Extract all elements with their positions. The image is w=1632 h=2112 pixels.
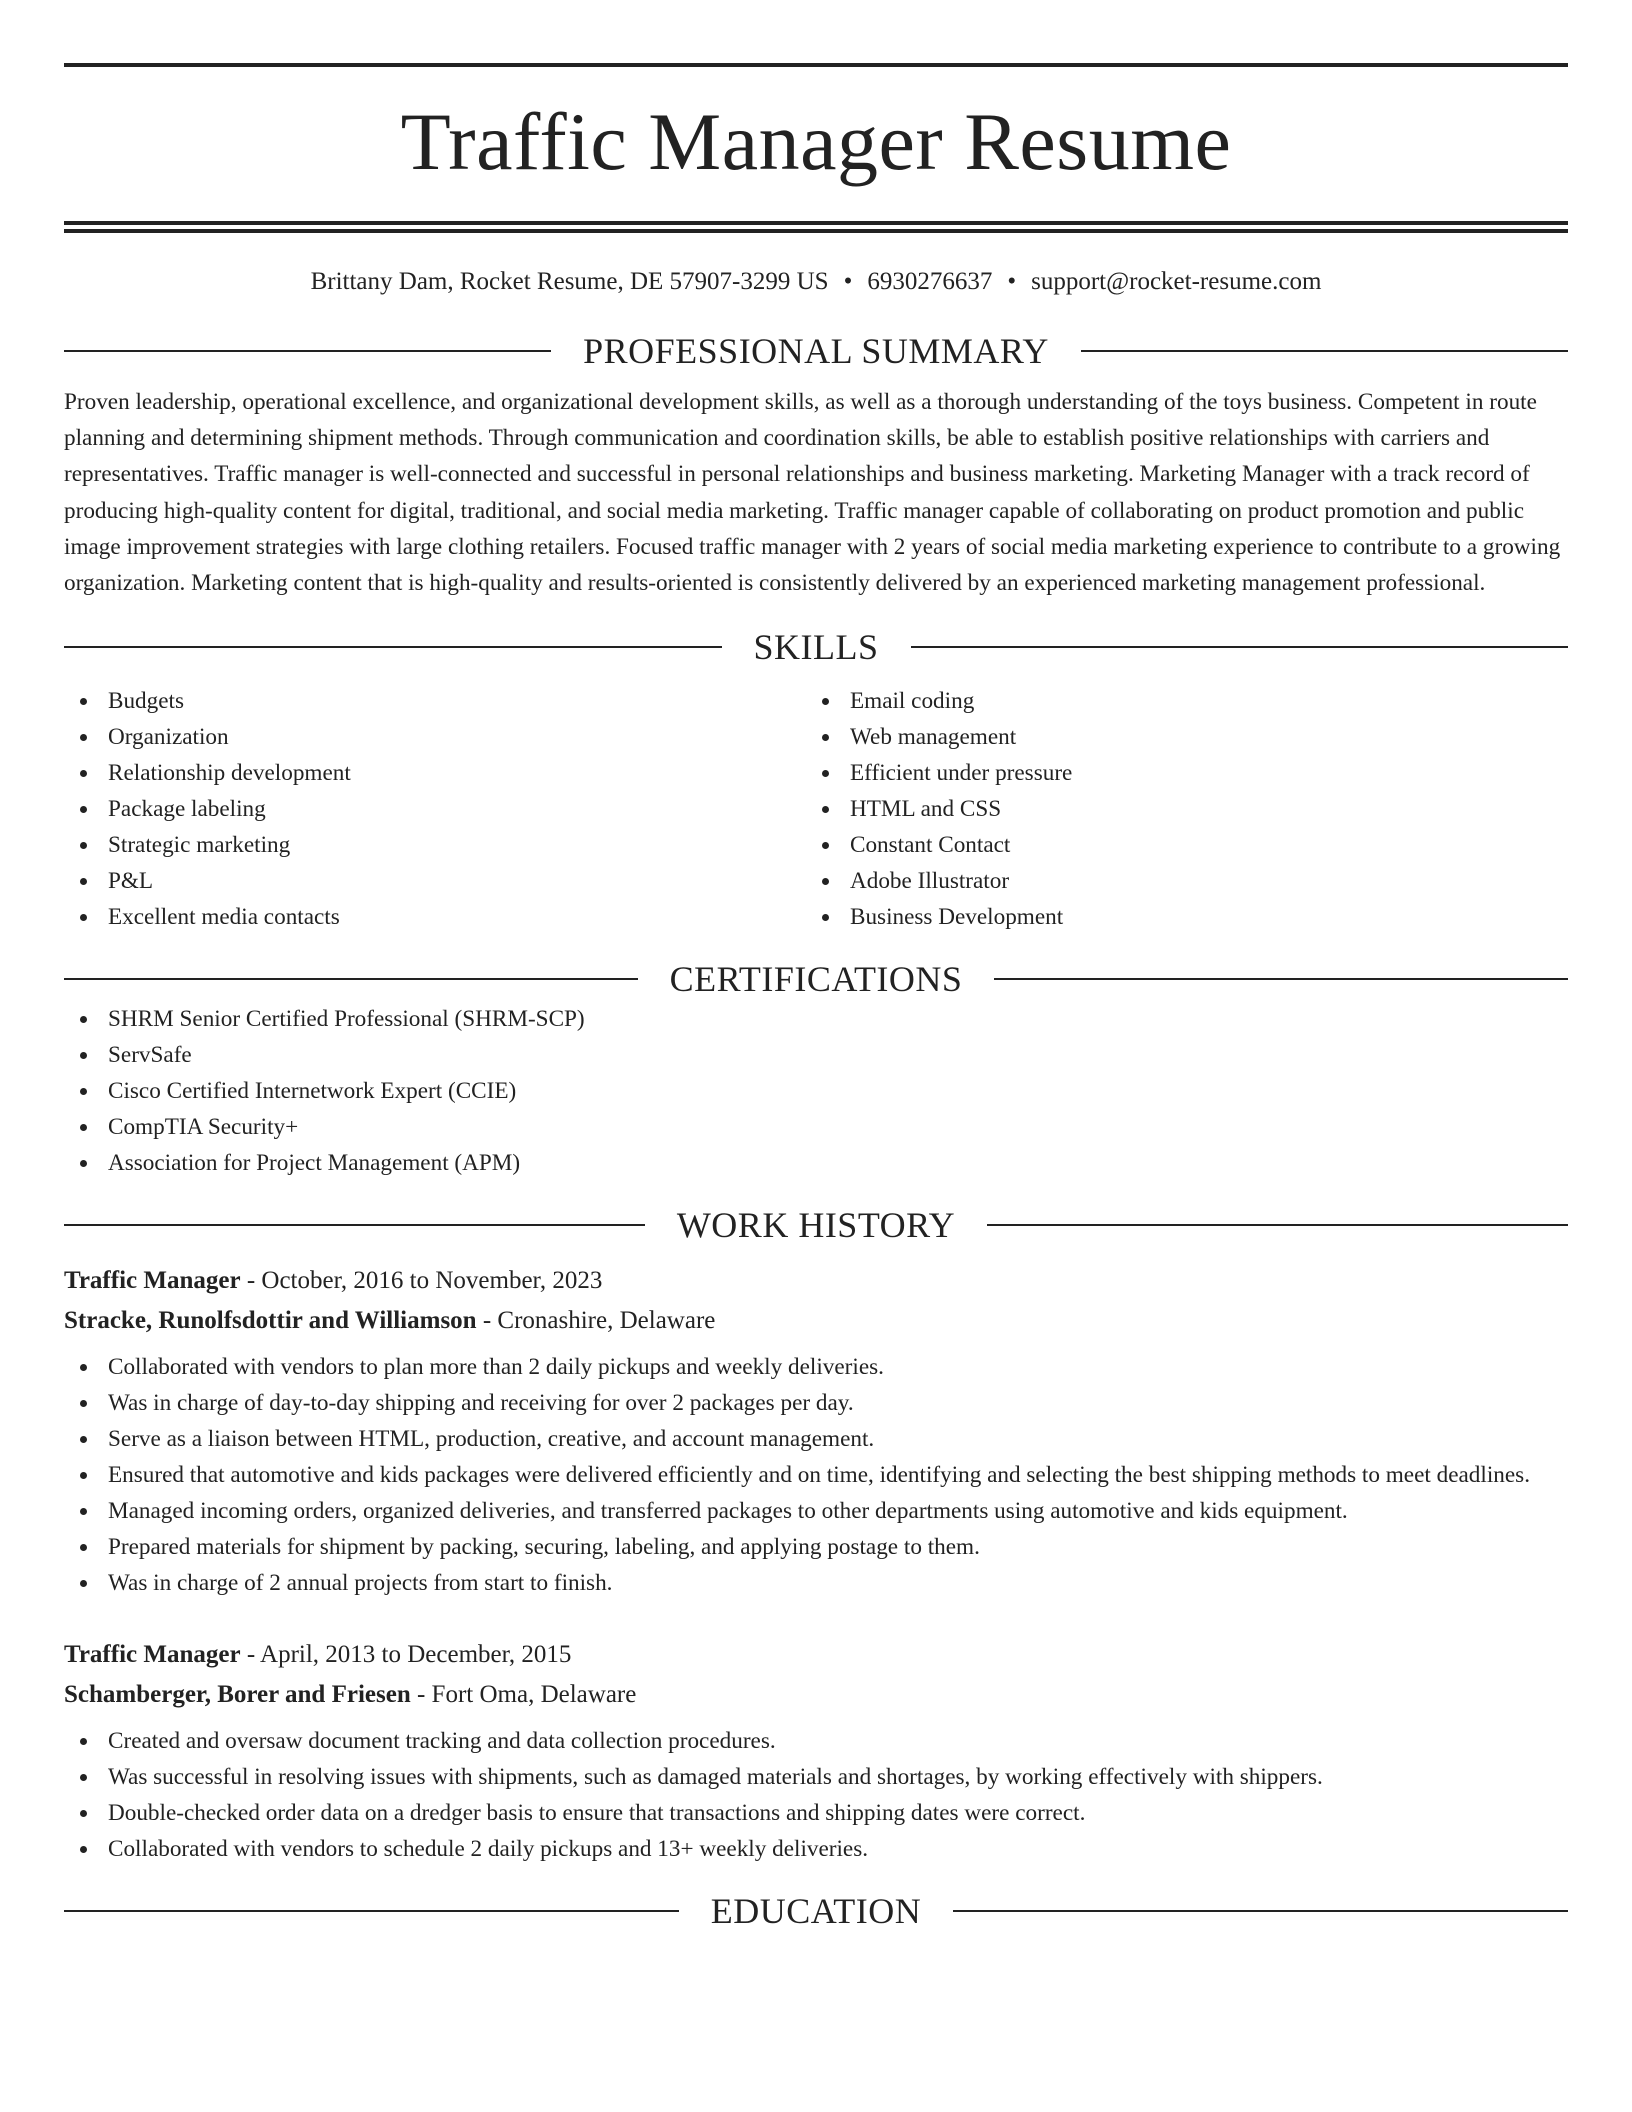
summary-text: Proven leadership, operational excellence, and organizational development skills, as well as a thorough understanding of the toys business. Competent in route planning and determining shipment methods. Through communication and coordination skills, be able to establish positive relationships with carriers and representatives. Traffic manager is well-connected and successful in personal relationships and business marketing. Marketing Manager with a track record of producing high-quality content for digital, traditional, and social media marketing. Traffic manager capable of collaborating on product promotion and public image improvement strategies with large clothing retailers. Focused traffic manager with 2 years of social media marketing experience to contribute to a growing organization. Marketing content that is high-quality and results-oriented is consistently delivered by an experienced marketing management professional. xyxy=(64,389,1561,597)
section-title: EDUCATION xyxy=(710,1891,922,1932)
job-dates: - April, 2013 to December, 2015 xyxy=(240,1641,572,1669)
contact-phone: 6930276637 xyxy=(867,268,993,295)
job-bullet: Double-checked order data on a dredger basis to ensure that transactions and shipping dates were correct. xyxy=(64,1795,1568,1831)
job-company: Schamberger, Borer and Friesen xyxy=(64,1681,411,1709)
certification-item: SHRM Senior Certified Professional (SHRM-SCP) xyxy=(64,1001,1568,1037)
job-location: - Fort Oma, Delaware xyxy=(410,1681,637,1709)
skill-item: Relationship development xyxy=(64,755,806,791)
job-title: Traffic Manager xyxy=(64,1267,241,1295)
skill-item: Email coding xyxy=(806,683,1548,719)
job-bullet: Collaborated with vendors to plan more than 2 daily pickups and weekly deliveries. xyxy=(64,1349,1568,1385)
divider xyxy=(987,1224,1568,1226)
skills-grid xyxy=(64,683,1568,935)
skill-item: Excellent media contacts xyxy=(64,899,806,935)
job-bullets xyxy=(64,1723,1568,1867)
certification-item: CompTIA Security+ xyxy=(64,1109,1568,1145)
certification-item: Association for Project Management (APM) xyxy=(64,1145,1568,1181)
job-bullet: Collaborated with vendors to schedule 2 daily pickups and 13+ weekly deliveries. xyxy=(64,1831,1568,1867)
title-double-rule xyxy=(64,221,1568,233)
section-header-education xyxy=(64,1889,1568,1933)
section-header-certifications xyxy=(64,957,1568,1001)
certification-item: ServSafe xyxy=(64,1037,1568,1073)
top-rule xyxy=(64,63,1568,67)
section-title: PROFESSIONAL SUMMARY xyxy=(583,331,1049,371)
job-bullet: Was successful in resolving issues with shipments, such as damaged materials and shortages, by working effectively with shippers. xyxy=(64,1759,1568,1795)
divider xyxy=(64,1224,645,1226)
skill-item: Efficient under pressure xyxy=(806,755,1548,791)
skill-item: Adobe Illustrator xyxy=(806,863,1548,899)
contact-line xyxy=(64,267,1568,297)
job-company-line xyxy=(64,1675,1568,1715)
job-bullet: Created and oversaw document tracking and data collection procedures. xyxy=(64,1723,1568,1759)
skill-item: Package labeling xyxy=(64,791,806,827)
job-bullet: Prepared materials for shipment by packing, securing, labeling, and applying postage to them. xyxy=(64,1529,1568,1565)
skills-column-right xyxy=(806,683,1548,935)
work-history xyxy=(64,1261,1568,1867)
divider xyxy=(994,978,1568,980)
divider xyxy=(953,1910,1568,1912)
certification-item: Cisco Certified Internetwork Expert (CCIE) xyxy=(64,1073,1568,1109)
certifications-list xyxy=(64,1001,1568,1181)
job-bullets xyxy=(64,1349,1568,1601)
skill-item: Strategic marketing xyxy=(64,827,806,863)
skill-item: Budgets xyxy=(64,683,806,719)
contact-separator: • xyxy=(843,268,853,295)
job-location: - Cronashire, Delaware xyxy=(476,1307,716,1335)
contact-email: support@rocket-resume.com xyxy=(1031,268,1322,295)
job-bullet: Was in charge of day-to-day shipping and receiving for over 2 packages per day. xyxy=(64,1385,1568,1421)
section-title: WORK HISTORY xyxy=(676,1205,956,1246)
divider xyxy=(911,646,1569,648)
skills-list-left xyxy=(64,683,806,935)
skill-item: Web management xyxy=(806,719,1548,755)
job-title-line xyxy=(64,1261,1568,1301)
job-company-line xyxy=(64,1301,1568,1341)
job-bullet: Managed incoming orders, organized deliveries, and transferred packages to other departments using automotive and kids equipment. xyxy=(64,1493,1568,1529)
skills-column-left xyxy=(64,683,806,935)
job-bullet: Serve as a liaison between HTML, production, creative, and account management. xyxy=(64,1421,1568,1457)
job-bullet: Was in charge of 2 annual projects from start to finish. xyxy=(64,1565,1568,1601)
skills-list-right xyxy=(806,683,1548,935)
job-entry xyxy=(64,1261,1568,1601)
skill-item: P&L xyxy=(64,863,806,899)
job-entry xyxy=(64,1635,1568,1867)
resume-page xyxy=(64,63,1568,1933)
skill-item: HTML and CSS xyxy=(806,791,1548,827)
divider xyxy=(64,1910,679,1912)
skill-item: Constant Contact xyxy=(806,827,1548,863)
divider xyxy=(1081,350,1568,352)
job-bullet: Ensured that automotive and kids packages were delivered efficiently and on time, identifying and selecting the best shipping methods to meet deadlines. xyxy=(64,1457,1568,1493)
divider xyxy=(64,646,722,648)
contact-address: Brittany Dam, Rocket Resume, DE 57907-3299 US xyxy=(310,268,829,295)
section-header-summary xyxy=(64,329,1568,373)
job-title-line xyxy=(64,1635,1568,1675)
divider xyxy=(64,978,638,980)
skill-item: Organization xyxy=(64,719,806,755)
section-header-skills xyxy=(64,625,1568,669)
page-title: Traffic Manager Resume xyxy=(400,96,1232,187)
divider xyxy=(64,350,551,352)
job-dates: - October, 2016 to November, 2023 xyxy=(240,1267,603,1295)
skill-item: Business Development xyxy=(806,899,1548,935)
contact-separator: • xyxy=(1007,268,1017,295)
job-company: Stracke, Runolfsdottir and Williamson xyxy=(64,1307,477,1335)
section-header-work xyxy=(64,1203,1568,1247)
section-title: SKILLS xyxy=(753,627,879,668)
job-title: Traffic Manager xyxy=(64,1641,241,1669)
section-title: CERTIFICATIONS xyxy=(669,959,963,1000)
